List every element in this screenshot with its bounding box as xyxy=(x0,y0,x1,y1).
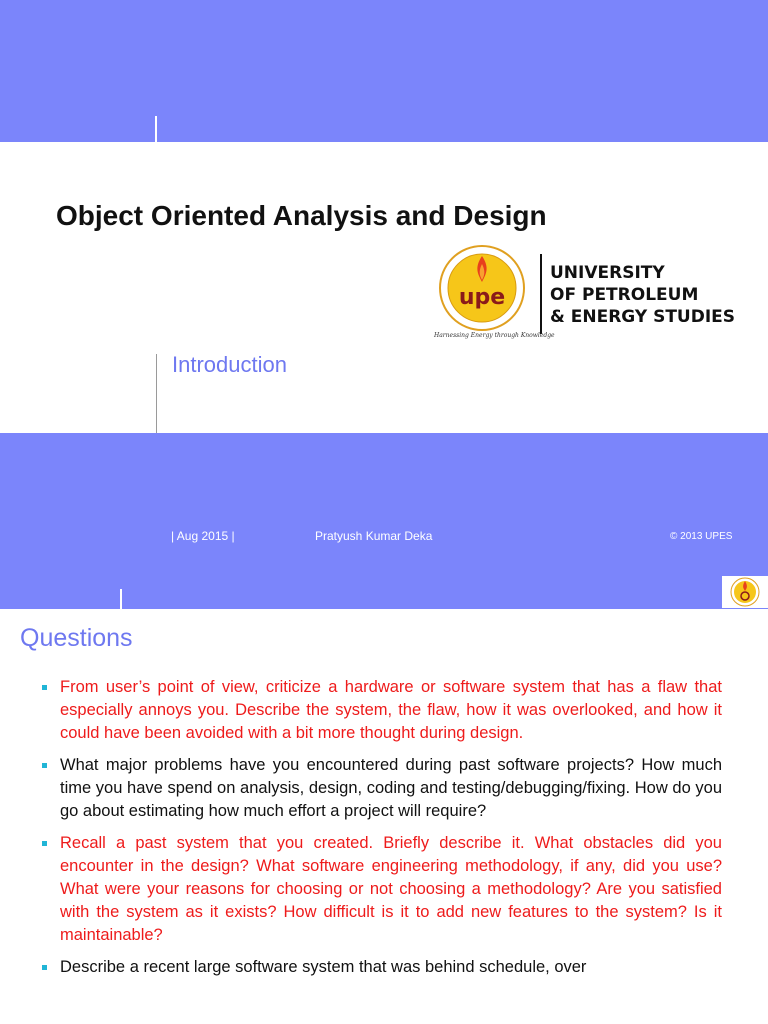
footer-copyright: © 2013 UPES xyxy=(670,531,733,542)
logo-line-2: OF PETROLEUM xyxy=(550,285,699,305)
logo-line-1: UNIVERSITY xyxy=(550,263,665,283)
footer-author: Pratyush Kumar Deka xyxy=(315,529,433,543)
bullet-icon xyxy=(42,763,47,768)
question-item xyxy=(40,956,722,979)
mini-logo xyxy=(722,576,768,608)
flame-seal-icon xyxy=(438,244,526,332)
bullet-icon xyxy=(42,841,47,846)
question-text: Describe a recent large software system that was behind schedule, over xyxy=(60,958,587,976)
slide2-header-divider xyxy=(120,589,122,609)
logo-divider xyxy=(540,254,542,334)
slide-footer-band xyxy=(0,433,768,609)
logo-line-3: & ENERGY STUDIES xyxy=(550,307,736,327)
questions-list xyxy=(40,676,722,988)
questions-heading: Questions xyxy=(20,624,133,652)
upes-seal-icon xyxy=(722,576,768,608)
seal-letters: upe xyxy=(458,285,506,310)
slide-header-band xyxy=(0,0,768,142)
question-item xyxy=(40,676,722,745)
slide-subtitle: Introduction xyxy=(172,352,287,377)
question-item xyxy=(40,754,722,823)
slide-title: Object Oriented Analysis and Design xyxy=(56,200,547,231)
subtitle-divider xyxy=(156,354,157,433)
question-text: From user’s point of view, criticize a hardware or software system that has a flaw that especially annoys you. Describe the system, the flaw, how it was overlooked, and how it could have been avoided with a bit more thought during design. xyxy=(60,678,722,742)
question-text: Recall a past system that you created. Briefly describe it. What obstacles did you encounter in the design? What software engineering methodology, if any, did you use? What were your reasons for choosing or not choosing a methodology? Are you satisfied with the system as it exists? How difficult is it to add new features to the system? Is it maintainable? xyxy=(60,834,722,944)
bullet-icon xyxy=(42,965,47,970)
logo-wordmark xyxy=(550,262,735,328)
header-divider xyxy=(155,116,157,142)
bullet-icon xyxy=(42,685,47,690)
upes-logo xyxy=(422,238,747,348)
question-item xyxy=(40,832,722,947)
question-text: What major problems have you encountered during past software projects? How much time you have spend on analysis, design, coding and testing/debugging/fixing. How do you go about estimating how much effort a project will require? xyxy=(60,756,722,820)
logo-tagline: Harnessing Energy through Knowledge xyxy=(434,332,555,339)
footer-date: | Aug 2015 | xyxy=(171,529,235,543)
